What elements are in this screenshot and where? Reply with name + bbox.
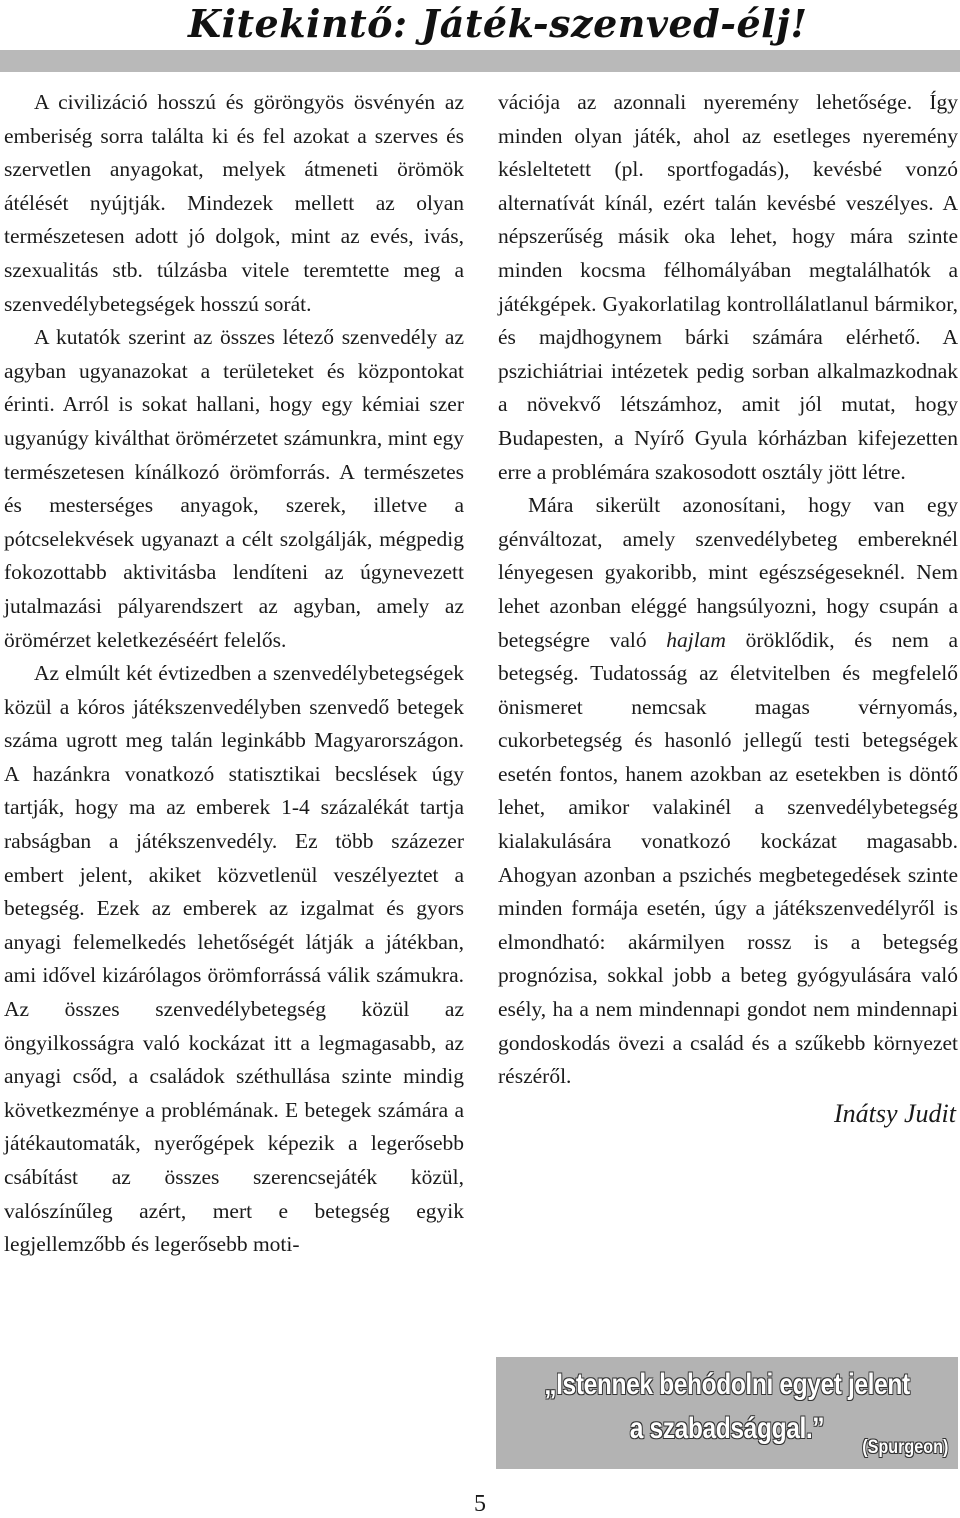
paragraph xyxy=(498,489,958,1094)
paragraph-text: öröklődik, és nem a betegség. Tudatosság az életvitelben és megfelelő önismeret nemcsak magas vérnyomás, cukorbetegség és hasonló jellegű testi betegségek esetén fontos, hanem azokban az esetekben is döntő lehet, amikor valakinél a szenvedélybetegség kialakulására vonatkozó kockázat magasabb. Ahogyan azonban a pszichés megbetegedések szinte minden formája esetén, úgy a játékszenvedélyről is elmondható: akármilyen rossz is a betegség prognózisa, sokkal jobb a beteg gyógyulására való esély, ha a nem mindennapi gondot nem mindennapi gondoskodás övezi a család és a szűkebb környezet részéről. xyxy=(498,627,959,1089)
quote-text: „Istennek behódolni egyet jelent a szabadsággal.” xyxy=(544,1368,910,1445)
author-signature: Inátsy Judit xyxy=(833,1098,956,1128)
title-underline-bar xyxy=(0,50,960,72)
page-number: 5 xyxy=(474,1491,486,1517)
right-column xyxy=(498,86,958,1134)
emphasis-text: hajlam xyxy=(666,627,726,652)
paragraph: A kutatók szerint az összes létező szenvedély az agyban ugyanazokat a területeket és központokat érinti. Arról is sokat hallani, hogy egy kémiai szer ugyanúgy kiválthat örömérzetet számunkra, mint egy természetesen kínálkozó örömforrás. A természetes és mesterséges anyagok, szerek, illetve a pótcselekvések ugyanazt a célt szolgálják, mégpedig fokozottabb aktivitásba lendíteni az úgynevezett jutalmazási pályarendszert az agyban, amely az örömérzet keletkezéséért felelős. xyxy=(4,325,464,652)
paragraph: A civilizáció hosszú és göröngyös ösvényén az emberiség sorra találta ki és fel azokat a szerves és szervetlen anyagokat, melyek átmeneti örömök átélését nyújtják. Mindezek mellett az olyan természetesen adott jó dolgok, mint az evés, ivás, szexualitás stb. túlzásba vitele teremtette meg a szenvedélybetegségek hosszú sorát. xyxy=(4,90,464,316)
paragraph-text: Mára sikerült azonosítani, hogy van egy génváltozat, amely szenvedélybeteg embereknél lényegesen gyakoribb, mint egészségeseknél. Nem lehet azonban eléggé hangsúlyozni, hogy csupán a betegségre való xyxy=(498,493,958,652)
article-title: Kitekintő: Játék-szenved-élj! xyxy=(188,1,808,46)
left-column xyxy=(4,86,464,1262)
quote-box xyxy=(496,1357,958,1469)
quote-source: (Spurgeon) xyxy=(861,1437,948,1458)
paragraph: vációja az azonnali nyeremény lehetősége. Így minden olyan játék, ahol az esetleges nyeremény késleltetett (pl. sportfogadás), kevésbé vonzó alternatívát kínál, ezért talán kevésbé veszélyes. A népszerűség másik oka lehet, hogy mára szinte minden kocsma félhomályában megtalálhatók a játékgépek. Gyakorlatilag kontrollálatlanul bármikor, és majdhogynem bárki számára elérhető. A pszichiátriai intézetek pedig sorban alkalmazkodnak a növekvő létszámhoz, amit jól mutat, hogy Budapesten, a Nyírő Gyula kórházban kifejezetten erre a problémára szakosodott osztály jött létre. xyxy=(498,90,958,484)
paragraph: Az elmúlt két évtizedben a szenvedélybetegségek közül a kóros játékszenvedélyben szenvedő betegek száma ugrott meg talán leginkább Magyarországon. A hazánkra vonatkozó statisztikai becslések úgy tartják, hogy ma az emberek 1-4 százalékát tartja rabságban a játékszenvedély. Ez több százezer embert jelent, akiket közvetlenül veszélyeztet a betegség. Ezek az emberek az izgalmat és gyors anyagi felemelkedés lehetőségét látják a játékban, ami idővel kizárólagos örömforrássá válik számukra. Az összes szenvedélybetegség közül az öngyilkosságra való kockázat itt a legmagasabb, az anyagi csőd, a családok széthullása szinte mindig következménye a problémának. E betegek számára a játékautomaták, nyerőgépek képezik a legerősebb csábítást az összes szerencsejáték közül, valószínűleg azért, mert e betegség egyik legjellemzőbb és legerősebb moti- xyxy=(4,661,464,1257)
